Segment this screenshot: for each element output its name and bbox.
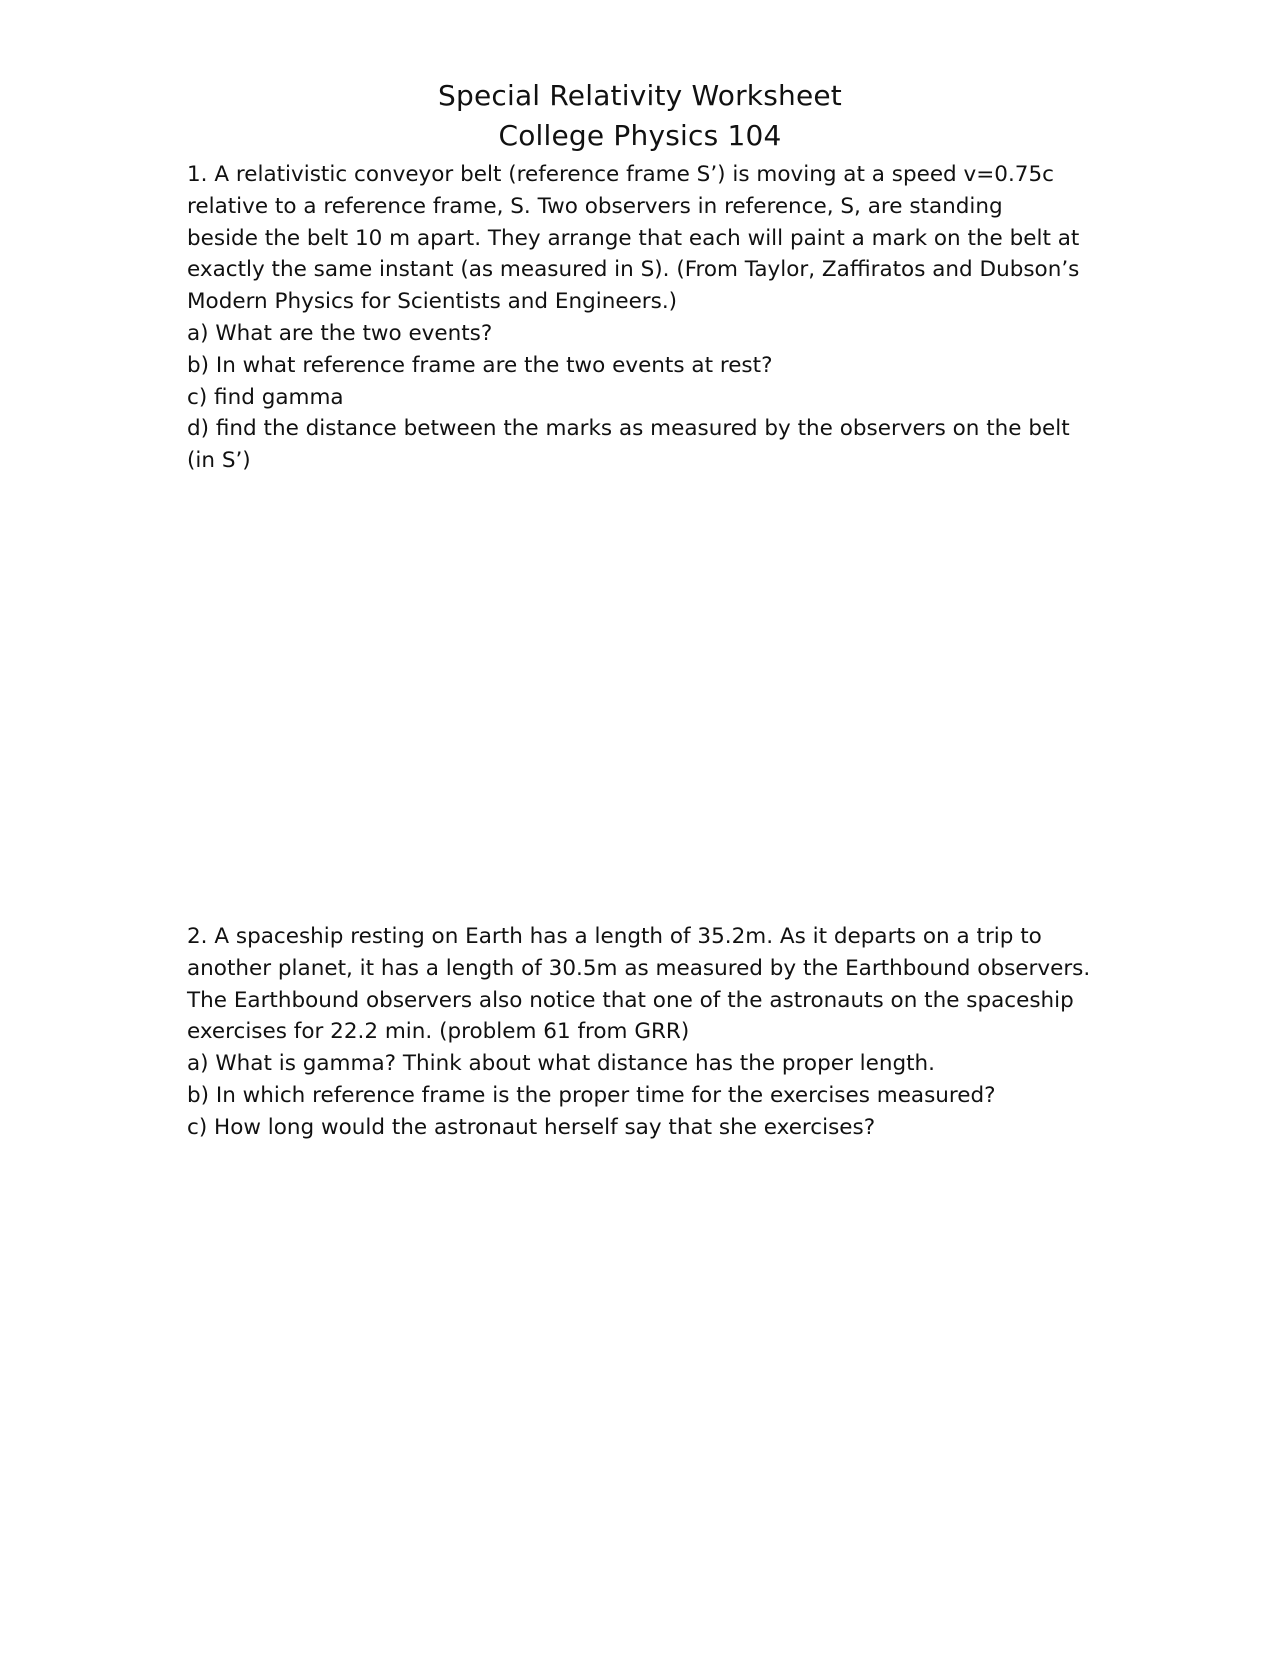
problem-1-text-line: beside the belt 10 m apart. They arrange that each will paint a mark on the belt at bbox=[187, 225, 1080, 251]
problem-2-text-line: another planet, it has a length of 30.5m as measured by the Earthbound observers. bbox=[187, 955, 1091, 981]
problem-2-part-a: a) What is gamma? Think about what distance has the proper length. bbox=[187, 1051, 935, 1077]
problem-1-part-a: a) What are the two events? bbox=[187, 320, 493, 346]
course-subtitle: College Physics 104 bbox=[498, 119, 782, 152]
problem-1-text-line: relative to a reference frame, S. Two observers in reference, S, are standing bbox=[187, 193, 1003, 219]
problem-1-part-b: b) In what reference frame are the two events at rest? bbox=[187, 352, 773, 378]
problem-2 bbox=[187, 921, 1091, 1144]
problem-1-text-line: Modern Physics for Scientists and Engineers.) bbox=[187, 289, 678, 315]
problem-1 bbox=[187, 159, 1087, 477]
problem-2-text-line: 2. A spaceship resting on Earth has a length of 35.2m. As it departs on a trip to bbox=[187, 924, 1042, 949]
problem-2-part-c: c) How long would the astronaut herself say that she exercises? bbox=[187, 1114, 876, 1140]
problem-1-part-c: c) find gamma bbox=[187, 384, 344, 410]
problem-2-text-line: The Earthbound observers also notice that one of the astronauts on the spaceship bbox=[187, 987, 1074, 1013]
problem-1-text-line: exactly the same instant (as measured in S). (From Taylor, Zaffiratos and Dubson’s bbox=[187, 257, 1080, 283]
problem-1-part-d-continued: (in S’) bbox=[187, 448, 251, 474]
problem-1-text-line: 1. A relativistic conveyor belt (reference frame S’) is moving at a speed v=0.75c bbox=[187, 162, 1054, 187]
title-block bbox=[0, 76, 1280, 156]
page-title: Special Relativity Worksheet bbox=[438, 79, 842, 112]
problem-2-text-line: exercises for 22.2 min. (problem 61 from GRR) bbox=[187, 1019, 690, 1045]
problem-1-part-d: d) find the distance between the marks as measured by the observers on the belt bbox=[187, 416, 1070, 442]
problem-2-part-b: b) In which reference frame is the proper time for the exercises measured? bbox=[187, 1082, 996, 1108]
